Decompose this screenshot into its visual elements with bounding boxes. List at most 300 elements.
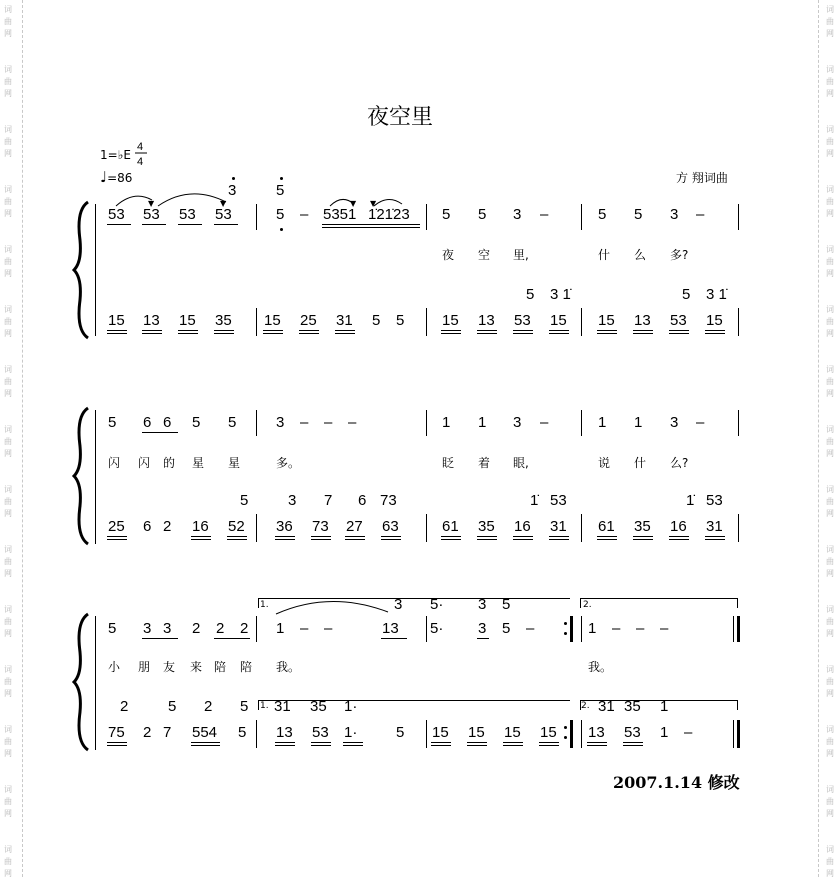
lyric: 眨: [442, 456, 455, 470]
lyric: 朋: [138, 660, 151, 674]
bass-note: 36: [276, 518, 293, 535]
underline: [441, 333, 461, 334]
barline: [256, 720, 257, 748]
watermark-char: 词: [826, 845, 834, 854]
lyric: 着: [478, 456, 491, 470]
watermark-char: 词: [4, 545, 12, 554]
watermark-char: 网: [4, 149, 12, 158]
bass-note: 13: [143, 312, 160, 329]
bass-note: 73: [312, 518, 329, 535]
volta-tick: [258, 700, 259, 710]
watermark-char: 词: [4, 425, 12, 434]
barline: [733, 720, 734, 748]
accomp-note: 3: [288, 492, 297, 509]
bass-note: 31: [336, 312, 353, 329]
barline: [426, 514, 427, 542]
accomp-note: 5: [240, 698, 249, 715]
melody-note: 53: [179, 206, 196, 223]
watermark-char: 网: [4, 569, 12, 578]
melody-note: 3: [143, 620, 152, 637]
melody-note: 13: [382, 620, 399, 637]
melody-note: –: [324, 414, 333, 431]
watermark-char: 网: [4, 89, 12, 98]
lyric: 小: [108, 660, 121, 674]
watermark-char: 网: [826, 809, 834, 818]
lyric: 陪: [214, 660, 227, 674]
bass-note: 554: [192, 724, 218, 741]
underline: [335, 333, 355, 334]
underline: [142, 638, 178, 639]
watermark-char: 曲: [826, 377, 834, 386]
bass-note: 61: [442, 518, 459, 535]
watermark-char: 曲: [4, 617, 12, 626]
melody-note: –: [696, 414, 705, 431]
lyric: 眼,: [513, 456, 529, 470]
underline: [381, 638, 407, 639]
lyric: 我。: [276, 660, 301, 674]
underline: [513, 539, 533, 540]
underline: [549, 539, 569, 540]
melody-note: –: [696, 206, 705, 223]
underline: [597, 333, 617, 334]
system-line-3: [95, 616, 96, 750]
svg-text:4: 4: [137, 156, 144, 168]
underline: [107, 330, 127, 331]
barline: [581, 308, 582, 336]
accomp-note: 3 1̇: [706, 286, 727, 303]
watermark-char: 词: [4, 245, 12, 254]
bass-note: 13: [588, 724, 605, 741]
accomp-note: 1̇: [686, 492, 695, 509]
underline: [633, 333, 653, 334]
lyric: 陪: [240, 660, 253, 674]
bass-note: 15: [504, 724, 521, 741]
bass-note: 31: [706, 518, 723, 535]
melody-note: 3: [478, 620, 487, 637]
underline: [623, 742, 643, 743]
watermark-char: 词: [826, 365, 834, 374]
bass-note: 31: [550, 518, 567, 535]
melody-note: 5: [598, 206, 607, 223]
bass-note: 7: [163, 724, 172, 741]
svg-text:4: 4: [137, 141, 144, 153]
watermark-char: 词: [826, 425, 834, 434]
lyric: 的: [163, 456, 176, 470]
system-line-1: [95, 204, 96, 336]
melody-note: –: [660, 620, 669, 637]
watermark-char: 网: [4, 689, 12, 698]
accomp-note: 5: [168, 698, 177, 715]
barline: [738, 204, 739, 230]
underline: [381, 536, 401, 537]
volta-label-1: 1.: [260, 600, 269, 610]
repeat-dot: [564, 736, 567, 739]
watermark-char: 网: [4, 629, 12, 638]
watermark-char: 曲: [826, 857, 834, 866]
key-signature: [100, 148, 131, 162]
watermark-char: 曲: [826, 257, 834, 266]
melody-note: 1: [598, 414, 607, 431]
underline: [441, 330, 461, 331]
bass-note: 15: [442, 312, 459, 329]
accomp-note: 31: [274, 698, 291, 715]
underline: [539, 742, 559, 743]
watermark-char: 曲: [4, 377, 12, 386]
octave-dot: [232, 177, 235, 180]
revision-note: 2007.1.14 修改: [613, 773, 740, 792]
accomp-note: 35: [310, 698, 327, 715]
underline: [142, 330, 162, 331]
underline: [441, 539, 461, 540]
bass-note: 53: [624, 724, 641, 741]
lyric: 多。: [276, 456, 301, 470]
bass-note: 15: [432, 724, 449, 741]
lyric: 什: [598, 248, 611, 262]
underline: [513, 536, 533, 537]
underline: [275, 742, 295, 743]
underline: [142, 333, 162, 334]
melody-note: 2: [216, 620, 225, 637]
bass-note: 53: [312, 724, 329, 741]
bass-note: 2: [163, 518, 172, 535]
accomp-note: 5: [526, 286, 535, 303]
upper-note: 5: [502, 596, 511, 613]
bass-note: 35: [634, 518, 651, 535]
watermark-char: 曲: [826, 497, 834, 506]
system-line-2: [95, 410, 96, 544]
lyric: 友: [163, 660, 176, 674]
accomp-note: 2: [120, 698, 129, 715]
bass-note: 63: [382, 518, 399, 535]
melody-note: 5: [108, 620, 117, 637]
underline: [107, 539, 127, 540]
upper-note: 3: [478, 596, 487, 613]
bass-note: 27: [346, 518, 363, 535]
underline: [191, 745, 220, 746]
bass-note: 35: [478, 518, 495, 535]
watermark-char: 网: [4, 749, 12, 758]
accomp-note: 6: [358, 492, 367, 509]
melody-note: 3: [670, 414, 679, 431]
barline: [581, 410, 582, 436]
melody-note: 1: [588, 620, 597, 637]
octave-dot: [280, 177, 283, 180]
composer-credit: 方 翔词曲: [676, 171, 728, 185]
barline: [738, 514, 739, 542]
melody-note: 3: [163, 620, 172, 637]
watermark-char: 网: [4, 509, 12, 518]
watermark-char: 词: [826, 725, 834, 734]
underline: [381, 539, 401, 540]
underline: [597, 330, 617, 331]
underline: [431, 745, 451, 746]
watermark-char: 曲: [826, 797, 834, 806]
barline: [581, 720, 582, 748]
melody-note: 3: [513, 414, 522, 431]
barline: [738, 410, 739, 436]
watermark-char: 曲: [4, 257, 12, 266]
watermark-char: 词: [826, 185, 834, 194]
melody-note: –: [612, 620, 621, 637]
bass-note: 15: [540, 724, 557, 741]
repeat-dot: [564, 726, 567, 729]
final-barline: [737, 616, 740, 642]
watermark-char: 曲: [4, 557, 12, 566]
watermark-char: 词: [4, 725, 12, 734]
melody-note: 3: [276, 414, 285, 431]
melody-note: 6: [163, 414, 172, 431]
underline: [597, 536, 617, 537]
underline: [503, 745, 523, 746]
accomp-note: 31: [598, 698, 615, 715]
underline: [311, 742, 331, 743]
watermark-char: 网: [826, 869, 834, 878]
melody-note: 5: [276, 206, 285, 223]
melody-note: 1: [442, 414, 451, 431]
underline: [107, 333, 127, 334]
melody-note: –: [636, 620, 645, 637]
accomp-note: 1: [660, 698, 669, 715]
bass-note: 1: [660, 724, 669, 741]
repeat-barline: [570, 720, 573, 748]
watermark-char: 曲: [826, 197, 834, 206]
bass-note: 15: [598, 312, 615, 329]
watermark-char: 曲: [826, 317, 834, 326]
underline: [549, 333, 569, 334]
underline: [345, 539, 365, 540]
bass-note: 5: [396, 724, 405, 741]
watermark-char: 网: [826, 509, 834, 518]
underline: [477, 330, 497, 331]
underline: [107, 742, 127, 743]
bass-note: 16: [192, 518, 209, 535]
bass-note: 35: [215, 312, 232, 329]
watermark-char: 网: [826, 389, 834, 398]
lyric: 闪: [108, 456, 121, 470]
underline: [633, 536, 653, 537]
melody-note: 5: [442, 206, 451, 223]
underline: [503, 742, 523, 743]
lyric: 什: [634, 456, 647, 470]
watermark-char: 词: [826, 545, 834, 554]
melody-note: 5351: [323, 206, 357, 223]
watermark-char: 网: [826, 749, 834, 758]
melody-note: 3: [513, 206, 522, 223]
underline: [299, 330, 319, 331]
bass-note: 25: [108, 518, 125, 535]
underline: [587, 745, 607, 746]
melody-note: 53: [108, 206, 125, 223]
watermark-char: 词: [4, 845, 12, 854]
melody-note: 5: [634, 206, 643, 223]
watermark-char: 网: [826, 89, 834, 98]
watermark-char: 网: [826, 629, 834, 638]
melody-note: 6: [143, 414, 152, 431]
underline: [275, 539, 295, 540]
melody-note: 5: [192, 414, 201, 431]
underline: [227, 539, 247, 540]
watermark-char: 曲: [826, 617, 834, 626]
watermark-char: 曲: [4, 497, 12, 506]
accomp-note: 3 1̇: [550, 286, 571, 303]
lyric: 闪: [138, 456, 151, 470]
underline: [669, 330, 689, 331]
barline: [733, 616, 734, 642]
underline: [311, 539, 331, 540]
melody-note: 1: [478, 414, 487, 431]
underline: [275, 536, 295, 537]
accomp-note: 1·: [344, 698, 358, 715]
accomp-note: 2: [204, 698, 213, 715]
lyric: 夜: [442, 248, 455, 262]
watermark-char: 词: [4, 185, 12, 194]
repeat-dot: [564, 622, 567, 625]
watermark-char: 词: [4, 5, 12, 14]
melody-note: 5: [228, 414, 237, 431]
barline: [426, 204, 427, 230]
melody-note: –: [300, 414, 309, 431]
underline: [214, 333, 234, 334]
underline: [669, 536, 689, 537]
lyric: 我。: [588, 660, 613, 674]
watermark-char: 曲: [4, 317, 12, 326]
melody-note: 53: [143, 206, 160, 223]
system-brace-3: [72, 612, 92, 752]
melody-note: –: [300, 620, 309, 637]
bass-note: 15: [179, 312, 196, 329]
watermark-char: 网: [4, 209, 12, 218]
bass-note: 15: [264, 312, 281, 329]
melody-note: 2: [192, 620, 201, 637]
lyric: 说: [598, 456, 611, 470]
watermark-char: 网: [4, 809, 12, 818]
melody-note: –: [540, 206, 549, 223]
underline: [633, 330, 653, 331]
watermark-char: 曲: [4, 437, 12, 446]
accomp-note: 53: [550, 492, 567, 509]
barline: [426, 308, 427, 336]
lyric: 么?: [670, 456, 689, 470]
underline: [705, 539, 725, 540]
barline: [256, 308, 257, 336]
volta-tick: [580, 598, 581, 608]
bass-note: 13: [276, 724, 293, 741]
quarter-note-icon: ♩: [100, 168, 108, 186]
underline: [214, 638, 250, 639]
melody-note: 5·: [430, 620, 444, 637]
underline: [343, 742, 363, 743]
underline: [322, 227, 420, 228]
bass-note: 6: [143, 518, 152, 535]
accomp-note: 35: [624, 698, 641, 715]
bass-note: 13: [634, 312, 651, 329]
melody-note: 1: [634, 414, 643, 431]
underline: [705, 330, 725, 331]
melody-note: 1: [276, 620, 285, 637]
svg-text:▼: ▼: [220, 199, 227, 208]
watermark-char: 词: [4, 785, 12, 794]
volta-tick: [737, 700, 738, 710]
watermark-char: 网: [826, 449, 834, 458]
watermark-char: 曲: [826, 137, 834, 146]
watermark-char: 网: [826, 149, 834, 158]
underline: [477, 638, 489, 639]
barline: [581, 514, 582, 542]
svg-text:▼: ▼: [370, 199, 377, 208]
bass-note: 16: [514, 518, 531, 535]
underline: [467, 742, 487, 743]
upper-note: 3: [394, 596, 403, 613]
underline: [441, 536, 461, 537]
underline: [191, 539, 211, 540]
watermark-char: 曲: [4, 137, 12, 146]
bass-note: 15: [108, 312, 125, 329]
lyric: 里,: [513, 248, 529, 262]
lyric: 星: [192, 456, 205, 470]
barline: [738, 308, 739, 336]
lyric: 么: [634, 248, 647, 262]
bass-note: 5: [238, 724, 247, 741]
watermark-char: 曲: [4, 17, 12, 26]
bass-note: 15: [706, 312, 723, 329]
system-brace-1: [72, 200, 92, 340]
watermark-char: 曲: [826, 437, 834, 446]
watermark-char: 词: [4, 485, 12, 494]
underline: [633, 539, 653, 540]
right-margin-line: [818, 0, 819, 877]
repeat-dot: [564, 632, 567, 635]
upper-note: 5: [276, 182, 285, 199]
underline: [322, 224, 420, 225]
underline: [597, 539, 617, 540]
watermark-char: 网: [4, 449, 12, 458]
watermark-char: 曲: [826, 737, 834, 746]
underline: [477, 333, 497, 334]
bass-note: 1·: [344, 724, 358, 741]
lyric: 来: [190, 660, 203, 674]
watermark-char: 词: [826, 245, 834, 254]
watermark-char: 曲: [4, 857, 12, 866]
repeat-barline: [570, 616, 573, 642]
tempo-marking: [100, 168, 132, 186]
watermark-char: 曲: [4, 77, 12, 86]
octave-dot: [280, 228, 283, 231]
underline: [107, 536, 127, 537]
watermark-char: 词: [826, 785, 834, 794]
underline: [477, 536, 497, 537]
barline: [426, 616, 427, 642]
underline: [178, 224, 202, 225]
watermark-char: 曲: [826, 557, 834, 566]
melody-note: 1̇21̇23: [368, 206, 410, 223]
melody-note: 5: [108, 414, 117, 431]
underline: [227, 536, 247, 537]
underline: [275, 745, 295, 746]
underline: [539, 745, 559, 746]
watermark-char: 词: [826, 125, 834, 134]
bass-note: 2: [143, 724, 152, 741]
underline: [263, 333, 283, 334]
watermark-char: 网: [4, 269, 12, 278]
underline: [669, 539, 689, 540]
bass-note: 53: [670, 312, 687, 329]
barline: [426, 410, 427, 436]
bass-note: 61: [598, 518, 615, 535]
barline: [256, 410, 257, 436]
watermark-char: 网: [826, 209, 834, 218]
accomp-note: 73: [380, 492, 397, 509]
watermark-char: 词: [4, 65, 12, 74]
